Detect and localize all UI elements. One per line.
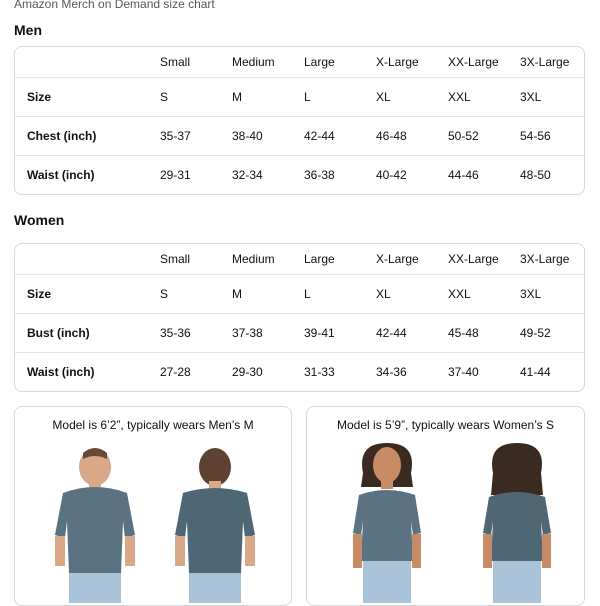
table-cell: 38-40	[232, 128, 263, 143]
women-size-table-card	[14, 243, 585, 392]
table-cell: 49-52	[520, 325, 551, 340]
men-section-title: Men	[14, 22, 42, 38]
women-size-table	[15, 244, 585, 391]
column-header: 3X-Large	[520, 54, 570, 69]
column-header: XX-Large	[448, 54, 499, 69]
row-label: Waist (inch)	[27, 167, 95, 182]
row-label: Waist (inch)	[27, 364, 95, 379]
table-cell: S	[160, 286, 169, 301]
row-label: Bust (inch)	[27, 325, 90, 340]
corner-cell	[15, 47, 160, 77]
male-model-back	[175, 448, 255, 603]
column-header: XX-Large	[448, 251, 499, 266]
model-caption: Model is 5’9”, typically wears Women’s S	[337, 418, 554, 432]
table-cell: 37-38	[232, 325, 263, 340]
men-size-table	[15, 47, 585, 194]
table-cell: 45-48	[448, 325, 479, 340]
male-model-card	[14, 406, 292, 606]
male-model-front	[55, 448, 135, 603]
table-cell: 40-42	[376, 167, 407, 182]
table-row	[15, 274, 585, 313]
table-cell: 46-48	[376, 128, 407, 143]
table-cell: 29-31	[160, 167, 191, 182]
table-cell: 44-46	[448, 167, 479, 182]
table-cell: 42-44	[304, 128, 335, 143]
table-header-row	[15, 244, 585, 274]
row-label: Chest (inch)	[27, 128, 97, 143]
table-row	[15, 77, 585, 116]
table-row	[15, 155, 585, 194]
table-row	[15, 352, 585, 391]
table-row	[15, 116, 585, 155]
table-cell: M	[232, 286, 242, 301]
table-cell: 36-38	[304, 167, 335, 182]
table-cell: 35-36	[160, 325, 191, 340]
column-header: X-Large	[376, 54, 419, 69]
table-cell: 37-40	[448, 364, 479, 379]
column-header: Medium	[232, 54, 275, 69]
model-caption: Model is 6’2”, typically wears Men’s M	[52, 418, 254, 432]
table-cell: 42-44	[376, 325, 407, 340]
table-cell: 27-28	[160, 364, 191, 379]
table-cell: 3XL	[520, 89, 542, 104]
table-cell: 54-56	[520, 128, 551, 143]
column-header: X-Large	[376, 251, 419, 266]
table-cell: 3XL	[520, 286, 542, 301]
table-cell: 50-52	[448, 128, 479, 143]
female-model-card	[306, 406, 585, 606]
table-cell: S	[160, 89, 169, 104]
female-model-back	[483, 443, 551, 603]
page-title: Amazon Merch on Demand size chart	[14, 0, 215, 11]
corner-cell	[15, 244, 160, 274]
table-header-row	[15, 47, 585, 77]
column-header: Large	[304, 54, 335, 69]
table-cell: 34-36	[376, 364, 407, 379]
table-cell: 48-50	[520, 167, 551, 182]
column-header: Small	[160, 251, 191, 266]
column-header: Small	[160, 54, 191, 69]
table-cell: L	[304, 89, 311, 104]
table-cell: XXL	[448, 89, 471, 104]
men-size-table-card	[14, 46, 585, 195]
table-cell: L	[304, 286, 311, 301]
table-cell: 32-34	[232, 167, 263, 182]
table-cell: M	[232, 89, 242, 104]
female-model-front	[353, 443, 421, 603]
table-cell: XXL	[448, 286, 471, 301]
female-model-photos	[317, 443, 575, 603]
table-cell: XL	[376, 89, 391, 104]
table-cell: 41-44	[520, 364, 551, 379]
male-model-photos	[25, 443, 281, 603]
women-section-title: Women	[14, 212, 65, 228]
table-cell: 29-30	[232, 364, 263, 379]
column-header: 3X-Large	[520, 251, 570, 266]
table-cell: 31-33	[304, 364, 335, 379]
table-cell: XL	[376, 286, 391, 301]
table-cell: 35-37	[160, 128, 191, 143]
column-header: Medium	[232, 251, 275, 266]
column-header: Large	[304, 251, 335, 266]
table-cell: 39-41	[304, 325, 335, 340]
table-row	[15, 313, 585, 352]
row-label: Size	[27, 89, 52, 104]
row-label: Size	[27, 286, 52, 301]
